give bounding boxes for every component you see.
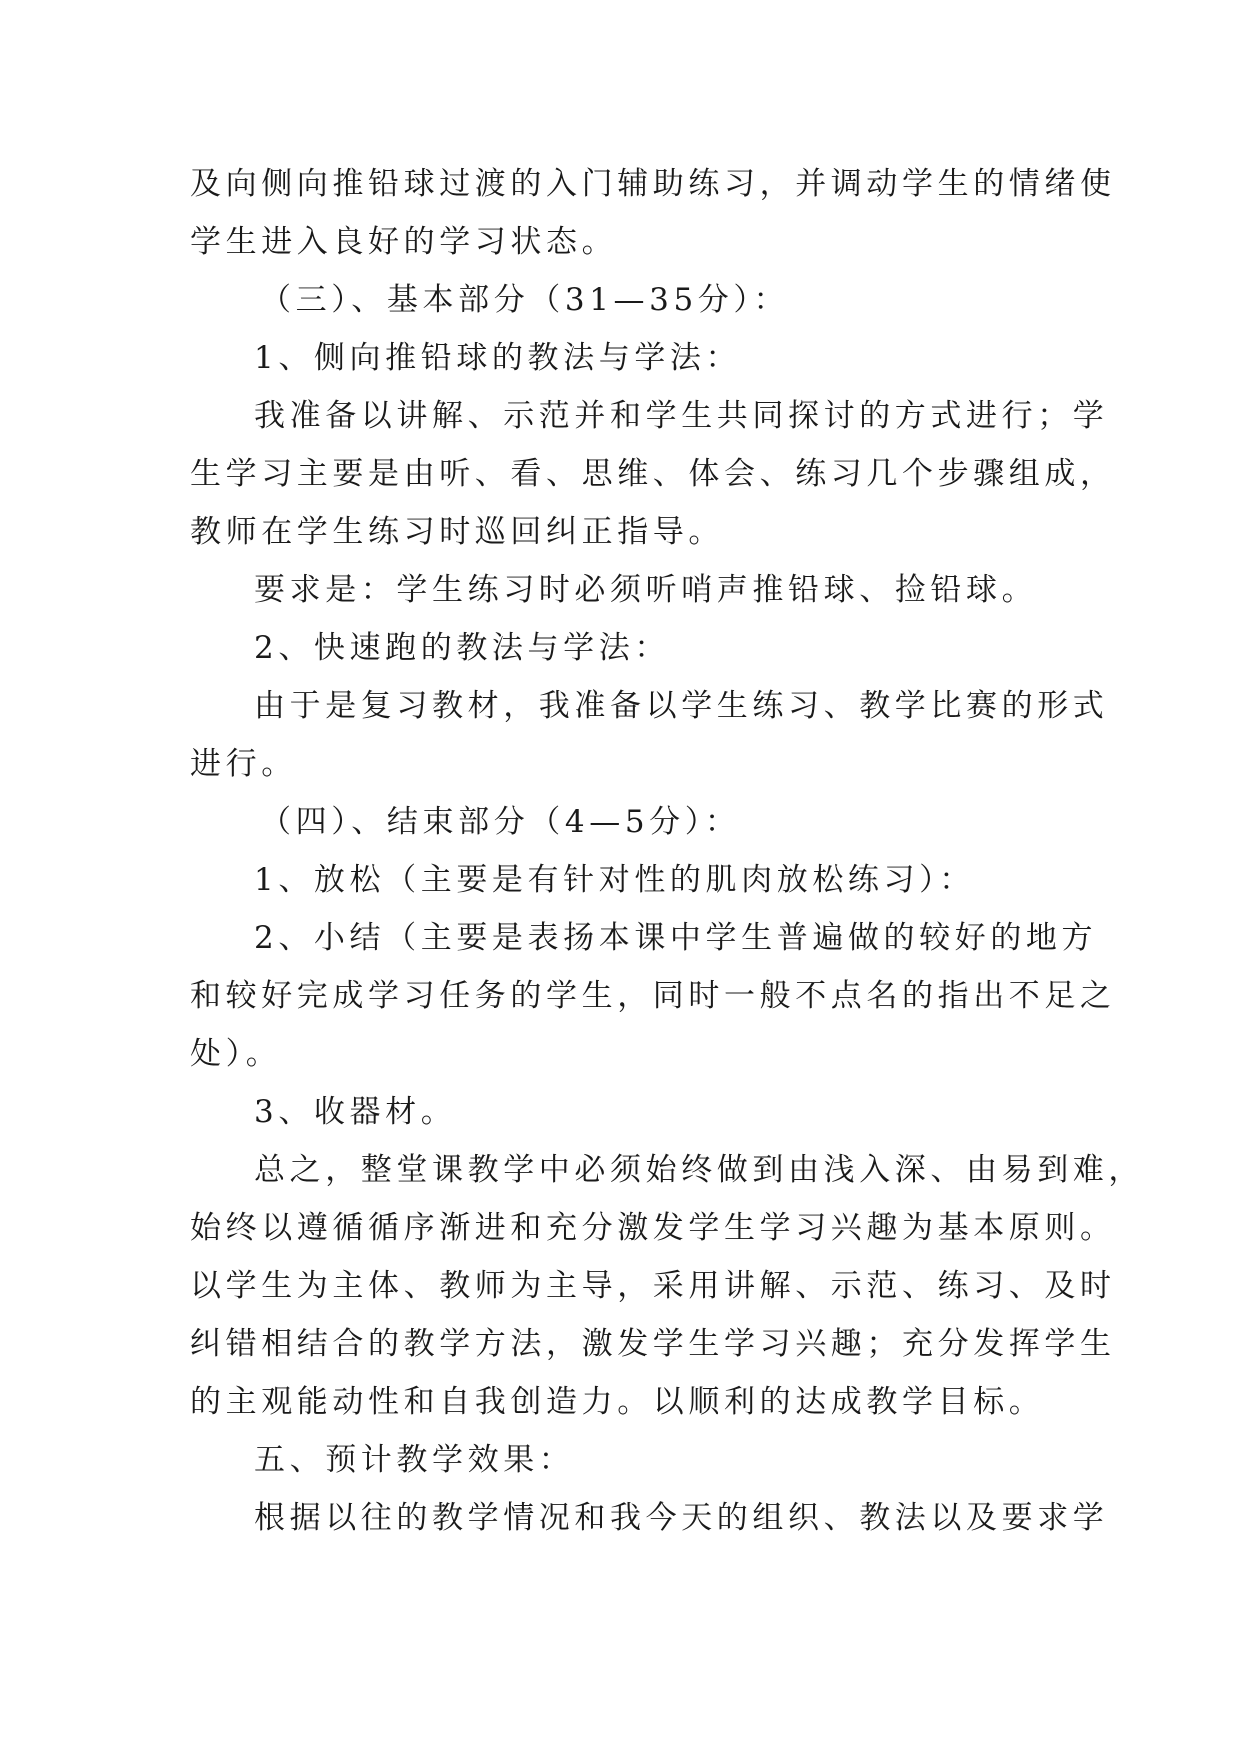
text-line-11: 进行。 xyxy=(190,746,297,782)
text-line-20: 以学生为主体、教师为主导，采用讲解、示范、练习、及时 xyxy=(190,1268,1116,1304)
section-heading-4: （四）、结束部分（4—5分）： xyxy=(260,804,741,840)
section-heading-3: （三）、基本部分（31—35分）： xyxy=(260,282,790,318)
text-line-18: 总之，整堂课教学中必须始终做到由浅入深、由易到难， xyxy=(254,1152,1144,1188)
subheading-1: 1、侧向推铅球的教法与学法： xyxy=(254,340,742,376)
text-line-21: 纠错相结合的教学方法，激发学生学习兴趣；充分发挥学生 xyxy=(190,1326,1116,1362)
text-line-5: 我准备以讲解、示范并和学生共同探讨的方式进行；学 xyxy=(254,398,1109,434)
text-line-8: 要求是：学生练习时必须听哨声推铅球、捡铅球。 xyxy=(254,572,1038,608)
text-line-19: 始终以遵循循序渐进和充分激发学生学习兴趣为基本原则。 xyxy=(190,1210,1116,1246)
text-line-10: 由于是复习教材，我准备以学生练习、教学比赛的形式 xyxy=(254,688,1109,724)
text-line-1: 及向侧向推铅球过渡的入门辅助练习，并调动学生的情绪使 xyxy=(190,166,1116,202)
text-line-6: 生学习主要是由听、看、思维、体会、练习几个步骤组成， xyxy=(190,456,1116,492)
text-line-24: 根据以往的教学情况和我今天的组织、教法以及要求学 xyxy=(254,1500,1109,1536)
text-line-16: 处）。 xyxy=(190,1036,282,1072)
section-heading-5: 五、预计教学效果： xyxy=(254,1442,575,1478)
subheading-2: 2、快速跑的教法与学法： xyxy=(254,630,670,666)
text-line-22: 的主观能动性和自我创造力。以顺利的达成教学目标。 xyxy=(190,1384,1045,1420)
text-line-2: 学生进入良好的学习状态。 xyxy=(190,224,618,260)
text-line-7: 教师在学生练习时巡回纠正指导。 xyxy=(190,514,724,550)
text-line-15: 和较好完成学习任务的学生，同时一般不点名的指出不足之 xyxy=(190,978,1116,1014)
subheading-relax: 1、放松（主要是有针对性的肌肉放松练习）： xyxy=(254,862,975,898)
subheading-equipment: 3、收器材。 xyxy=(254,1094,457,1130)
text-line-14: 2、小结（主要是表扬本课中学生普遍做的较好的地方 xyxy=(254,920,1098,956)
